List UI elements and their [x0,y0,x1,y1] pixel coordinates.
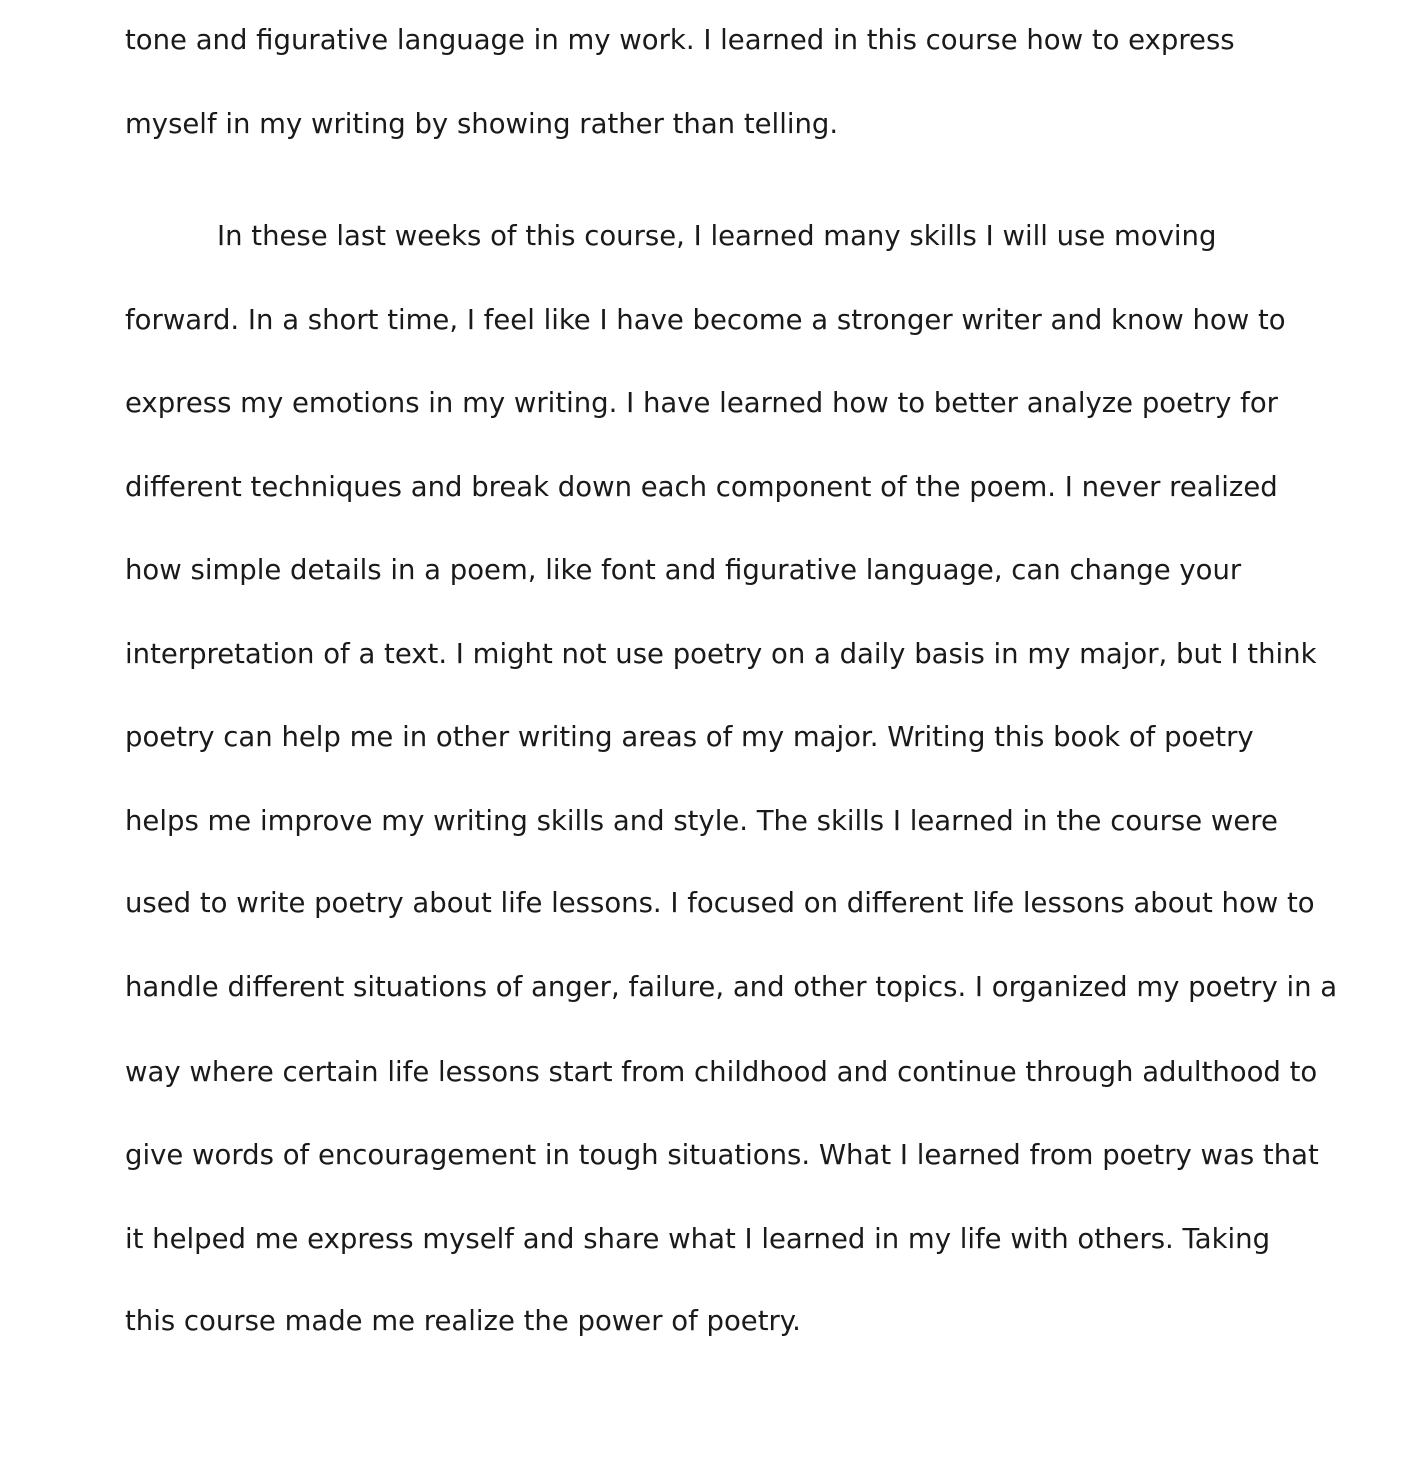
text-line: this course made me realize the power of poetry. [125,1305,801,1337]
text-line: In these last weeks of this course, I learned many skills I will use moving [217,220,1217,252]
text-line: different techniques and break down each component of the poem. I never realized [125,471,1278,503]
text-line: helps me improve my writing skills and style. The skills I learned in the course were [125,805,1278,837]
text-line: give words of encouragement in tough situations. What I learned from poetry was that [125,1139,1319,1171]
text-line: handle different situations of anger, failure, and other topics. I organized my poetry in a [125,971,1338,1003]
text-line: used to write poetry about life lessons. I focused on different life lessons about how to [125,887,1315,919]
text-line: poetry can help me in other writing areas of my major. Writing this book of poetry [125,721,1254,753]
text-line: it helped me express myself and share what I learned in my life with others. Taking [125,1223,1271,1255]
text-line: myself in my writing by showing rather than telling. [125,108,839,140]
text-line: express my emotions in my writing. I have learned how to better analyze poetry for [125,387,1278,419]
text-line: how simple details in a poem, like font and figurative language, can change your [125,554,1242,586]
text-line: interpretation of a text. I might not use poetry on a daily basis in my major, but I think [125,638,1317,670]
text-line: way where certain life lessons start from childhood and continue through adulthood to [125,1056,1318,1088]
text-line: tone and figurative language in my work. I learned in this course how to express [125,24,1235,56]
text-line: forward. In a short time, I feel like I have become a stronger writer and know how to [125,304,1286,336]
